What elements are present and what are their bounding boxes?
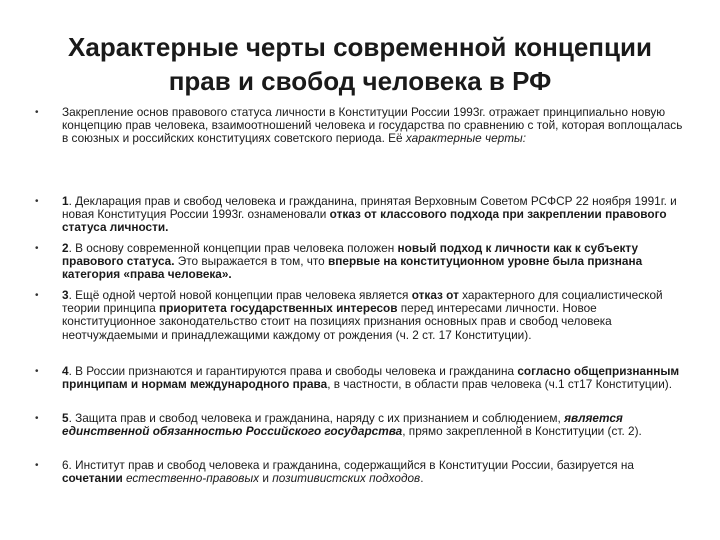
list-item-text: 5. Защита прав и свобод человека и гражданина, наряду с их признанием и соблюдением, является единственной обязанностью Российского государства, прямо закрепленной в Конституции (ст. 2). [62, 411, 642, 439]
list-item-text: Закрепление основ правового статуса личности в Конституции России 1993г. отражает принципиально новую концепцию прав человека, взаимоотношений человека и государства по сравнению с той, которая воплощалась в союзных и российских конституциях советского периода. Её характерные черты: [62, 105, 683, 146]
bullet-icon: • [35, 413, 39, 424]
list-item-text: 6. Институт прав и свобод человека и гражданина, содержащийся в Конституции России, базируется на сочетании естественно-правовых и позитивистских подходов. [62, 458, 634, 486]
title-line-2: прав и свобод человека в РФ [168, 66, 552, 96]
slide-title [40, 30, 680, 98]
list-item-text: 1. Декларация прав и свобод человека и гражданина, принятая Верховным Советом РСФСР 22 ноября 1991г. и новая Конституция России 1993г. ознаменовали отказ от классового подхода при закреплении правового статуса личности. [62, 194, 677, 235]
bullet-icon: • [35, 107, 39, 118]
bullet-icon: • [35, 460, 39, 471]
list-item-text: 3. Ещё одной чертой новой концепции прав человека является отказ от характерного для социалистической теории принципа приоритета государственных интересов перед интересами личности. Новое конституционное законодательство стоит на позициях признания основных прав и свобод человека неотчуждаемыми и принадлежащими каждому от рождения (ч. 2 ст. 17 Конституции). [62, 288, 663, 342]
bullet-icon: • [35, 290, 39, 301]
bullet-icon: • [35, 366, 39, 377]
bullet-icon: • [35, 196, 39, 207]
list-item-text: 4. В России признаются и гарантируются права и свободы человека и гражданина согласно общепризнанным принципам и нормам международного права, в частности, в области прав человека (ч.1 ст17 Конституции). [62, 364, 680, 392]
list-item-text: 2. В основу современной концепции прав человека положен новый подход к личности как к субъекту правового статуса. Это выражается в том, что впервые на конституционном уровне была признана категория «права человека». [62, 241, 643, 282]
title-line-1: Характерные черты современной концепции [68, 32, 652, 62]
bullet-icon: • [35, 243, 39, 254]
